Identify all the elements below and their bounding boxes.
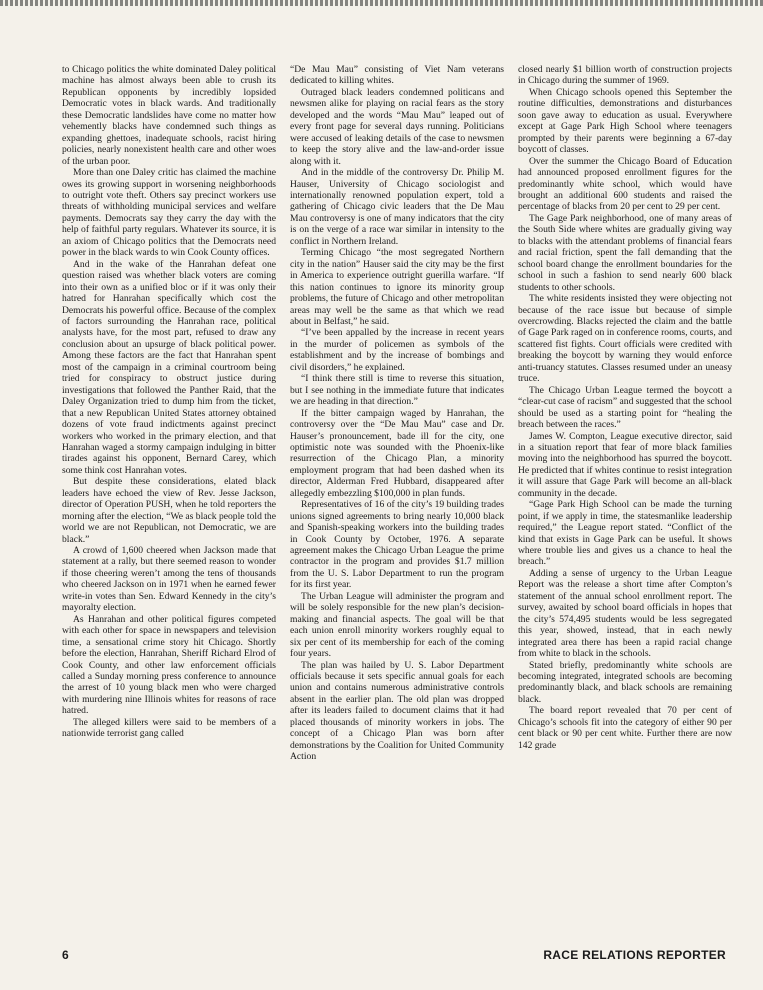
article-paragraph: “I think there still is time to reverse this situation, but I see nothing in the immediate future that indicates we are heading in that direction.”: [290, 373, 504, 408]
publication-name: RACE RELATIONS REPORTER: [543, 948, 726, 962]
article-paragraph: Terming Chicago “the most segregated Northern city in the nation” Hauser said the city may be the first in America to experience outright guerilla warfare. “If this nation continues to ignore its minority group problems, the future of Chicago and other metropolitan areas may well be the same as that which we read about in Belfast,” he said.: [290, 247, 504, 327]
article-paragraph: “I’ve been appalled by the increase in recent years in the murder of policemen as symbols of the establishment and by the increase of bombings and civil disorders,” he explained.: [290, 327, 504, 373]
article-paragraph: Outraged black leaders condemned politicans and newsmen alike for playing on racial fears as the story developed and the words “Mau Mau” leaped out of every front page for several days running. Politicians were accused of leaking details of the case to newsmen to keep the story alive and the law-and-order issue along with it.: [290, 86, 504, 167]
article-paragraph: The plan was hailed by U. S. Labor Department officials because it sets specific annual goals for each union and contains numerous administrative controls absent in the earlier plan. The old plan was dropped after its leaders failed to document claims that it had placed thousands of minority workers in jobs. The concept of a Chicago Plan was born after demonstrations by the Coalition for United Community Action: [290, 659, 504, 763]
page-footer: [62, 948, 726, 966]
article-columns: [62, 64, 732, 916]
article-paragraph: The board report revealed that 70 per cent of Chicago’s schools fit into the category of either 90 per cent black or 90 per cent white. Further there are now 142 grade: [518, 705, 732, 751]
article-paragraph: The Urban League will administer the program and will be solely responsible for the new plan’s decision-making and financial aspects. The goal will be that each union enroll minority workers roughly equal to six per cent of its membership for each of the coming four years.: [290, 590, 504, 660]
article-paragraph: But despite these considerations, elated black leaders have echoed the view of Rev. Jesse Jackson, director of Operation PUSH, when he told reporters the morning after the election, “We as black people told the world we are not Republican, not Democratic, we are black.”: [62, 476, 276, 545]
article-paragraph: When Chicago schools opened this September the routine difficulties, demonstrations and disturbances soon gave away to education as usual. Everywhere except at Gage Park High School where teenagers prompted by their parents were beginning a 67-day boycott of classes.: [518, 86, 732, 156]
article-paragraph: The alleged killers were said to be members of a nationwide terrorist gang called: [62, 716, 276, 740]
article-paragraph: Stated briefly, predominantly white schools are becoming integrated, integrated schools are becoming predominantly black, and black schools are remaining black.: [518, 659, 732, 705]
article-paragraph: to Chicago politics the white dominated Daley political machine has almost always been able to crush its Republican opponents by incredibly lopsided Democratic votes in black wards. And traditionally these Democratic landslides have come no matter how vehemently blacks have condemned such things as expanding ghettoes, inadequate schools, racist hiring policies, nearly nonexistent health care and other woes of the urban poor.: [62, 64, 276, 167]
article-paragraph: The white residents insisted they were objecting not because of the race issue but because of simple overcrowding. Blacks rejected the claim and the battle of Gage Park raged on in conference rooms, courts, and scattered fist fights. Court officials were credited with breaking the boycott by warning they would enforce anti-truancy statutes. Classes resumed under an uneasy truce.: [518, 293, 732, 385]
article-paragraph: A crowd of 1,600 cheered when Jackson made that statement at a rally, but there seemed reason to wonder if those cheering weren’t among the tens of thousands who cheered Jackson on in 1971 when he earned fewer write-in votes than Sen. Edward Kennedy in the city’s mayoralty election.: [62, 545, 276, 614]
top-border-rule: [0, 0, 763, 6]
column-left: [62, 64, 276, 916]
article-paragraph: As Hanrahan and other political figures competed with each other for space in newspapers and television time, a sensational crime story hit Chicago. Shortly before the election, Hanrahan, Sheriff Richard Elrod of Cook County, and other law enforcement officials called a Sunday morning press conference to announce the arrest of 10 young black men who were charged with murdering nine Illinois whites for reasons of race hatred.: [62, 613, 276, 717]
article-paragraph: The Chicago Urban League termed the boycott a “clear-cut case of racism” and suggested that the school should be used as a starting point for “healing the breach between the races.”: [518, 384, 732, 431]
column-middle: [290, 64, 504, 916]
article-paragraph: More than one Daley critic has claimed the machine owes its growing support in worsening neighborhoods to outright vote theft. Others say precinct workers use threats of withholding municipal services and welfare payments. Democrats say they carry the day with the help of faithful party regulars. Whatever its source, it is an axiom of Chicago politics that the Democrats need power in the black wards to win Cook County offices.: [62, 167, 276, 259]
page-number: 6: [62, 948, 69, 962]
column-right: [518, 64, 732, 916]
article-paragraph: James W. Compton, League executive director, said in a situation report that fear of more black families moving into the neighborhood has spurred the boycott. He predicted that if whites continue to resist integration it will assure that Gage Park will become an all-black community in the decade.: [518, 430, 732, 499]
article-paragraph: Over the summer the Chicago Board of Education had announced proposed enrollment figures for the predominantly white school, which would have brought an additional 600 students and raised the percentage of blacks from 20 per cent to 29 per cent.: [518, 155, 732, 213]
article-paragraph: “Gage Park High School can be made the turning point, if we apply in time, the statesmanlike leadership required,” the League report stated. “Conflict of the kind that exists in Gage Park can be useful. It shows where trouble lies and gives us a chance to heal the breach.”: [518, 499, 732, 568]
article-paragraph: Adding a sense of urgency to the Urban League Report was the release a short time after Compton’s statement of the annual school enrollment report. The survey, awaited by school board officials in hopes that the city’s 574,495 students would be less segregated this year, showed, instead, that in each newly integrated area there has been a rapid racial change from white to black in the schools.: [518, 567, 732, 660]
article-paragraph: The Gage Park neighborhood, one of many areas of the South Side where whites are gradually giving way to blacks with the attendant problems of financial fears and racial friction, spent the fall demanding that the school board change the enrollment boundaries for the school in such a fashion to send nearly 600 black students to other schools.: [518, 212, 732, 293]
article-paragraph: And in the wake of the Hanrahan defeat one question raised was whether black voters are coming into their own as a unified bloc or if it was only their hatred for Hanrahan specifically which cost the Democrats his powerful office. Because of the complex of factors surrounding the Hanrahan race, political analysts have, for the most part, refused to draw any conclusion about an upsurge of black political power. Among these factors are the fact that Hanrahan spent most of the campaign in a criminal courtroom being tried for conspiracy to obstruct justice during investigations that followed the Panther Raid, that the Daley Organization tried to dump him from the ticket, that a new Republican United States attorney obtained dozens of vote fraud indictments against precinct workers who worked in the primary election, and that Hanrahan waged a stormy campaign indulging in bitter tirades against his opponent, Bernard Carey, which some think cost Hanrahan votes.: [62, 258, 276, 476]
article-paragraph: closed nearly $1 billion worth of construction projects in Chicago during the summer of 1969.: [518, 64, 732, 87]
article-paragraph: Representatives of 16 of the city’s 19 building trades unions signed agreements to bring nearly 10,000 black and Spanish-speaking workers into the building trades in Cook County by October, 1976. A separate agreement makes the Chicago Urban League the prime contractor in the program and provides $1.7 million from the U. S. Labor Department to run the program for its first year.: [290, 499, 504, 591]
article-paragraph: “De Mau Mau” consisting of Viet Nam veterans dedicated to killing whites.: [290, 64, 504, 87]
article-paragraph: And in the middle of the controversy Dr. Philip M. Hauser, University of Chicago sociologist and internationally renowned population expert, told a gathering of Chicago civic leaders that the De Mau Mau controversy is one of many indicators that the city is on the verge of a race war similar in intensity to the conflict in Northern Ireland.: [290, 167, 504, 247]
article-paragraph: If the bitter campaign waged by Hanrahan, the controversy over the “De Mau Mau” case and Dr. Hauser’s pronouncement, bade ill for the city, one optimistic note was sounded with the Phoenix-like resurrection of the Chicago Plan, a minority employment program that had been dashed when its director, Alderman Fred Hubbard, disappeared after allegedly embezzling $100,000 in plan funds.: [290, 407, 504, 499]
